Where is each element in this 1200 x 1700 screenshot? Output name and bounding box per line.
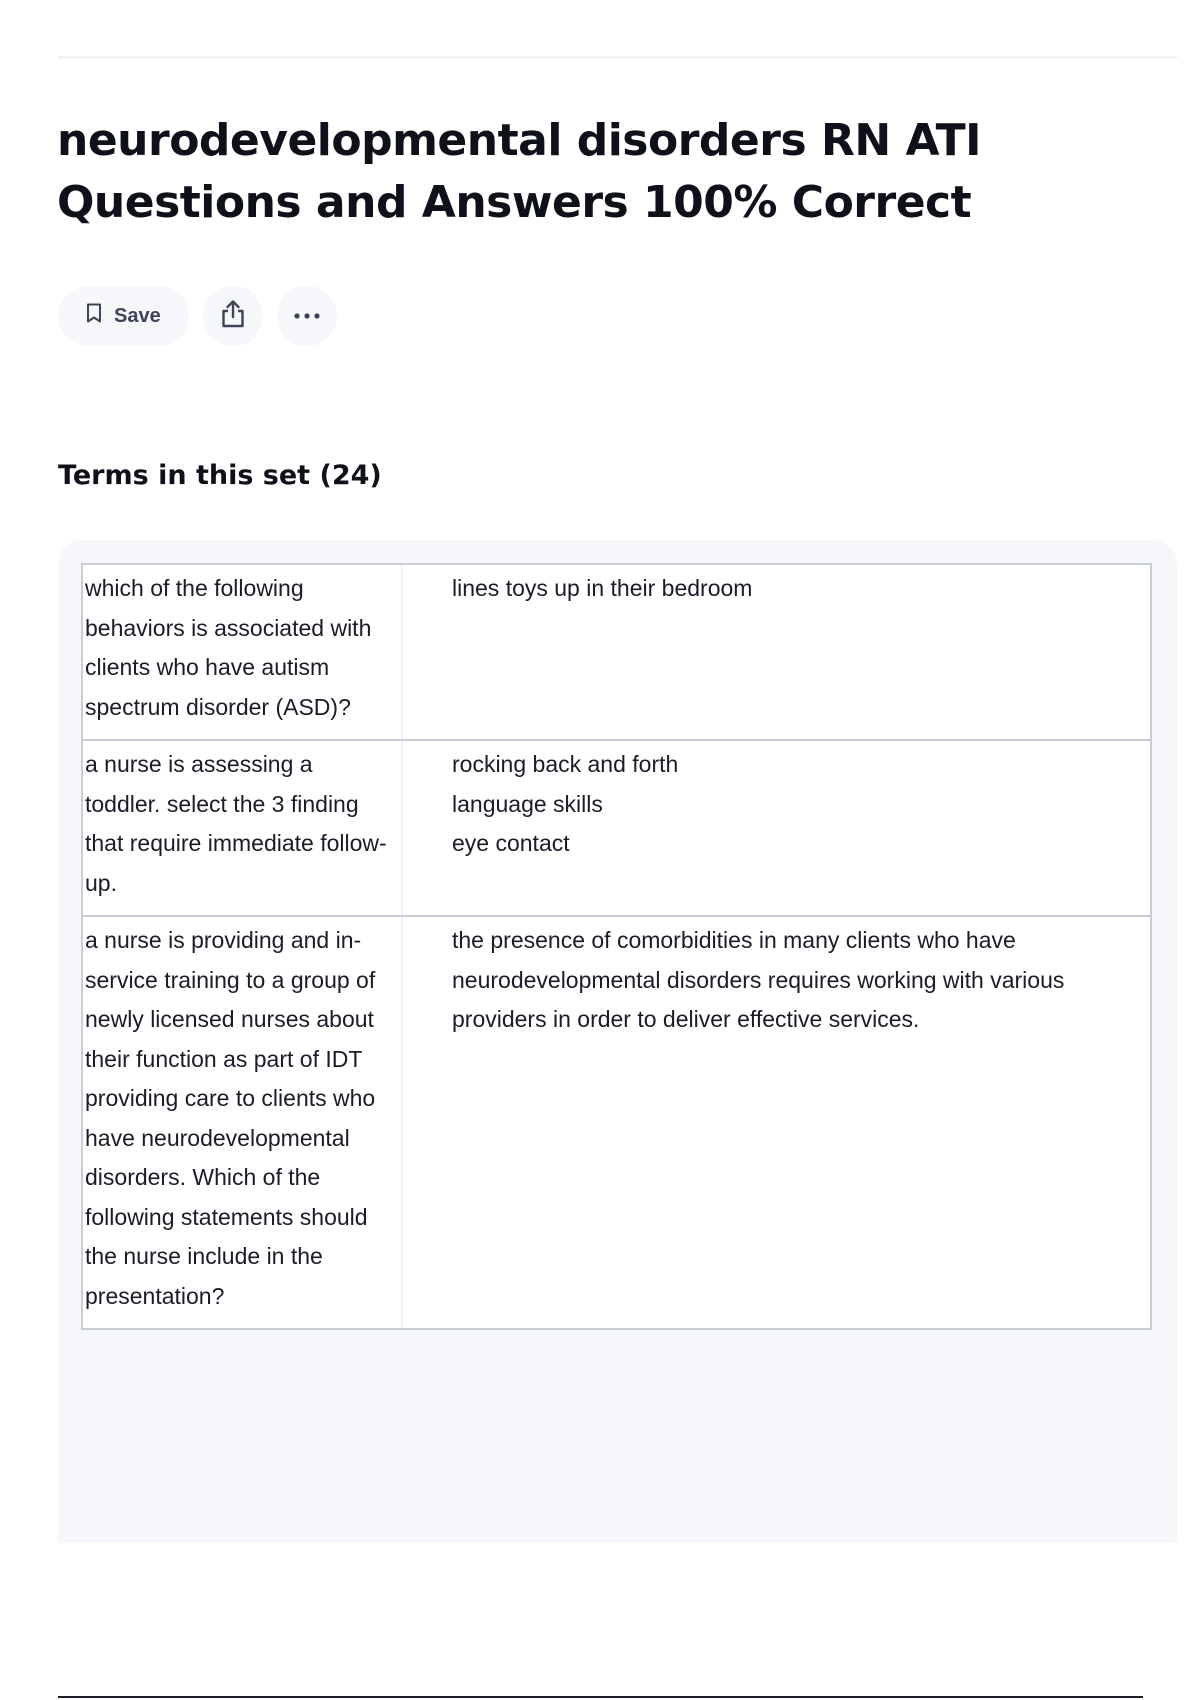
more-icon xyxy=(293,307,321,325)
save-button[interactable] xyxy=(58,286,189,346)
action-bar xyxy=(58,286,337,346)
table-row xyxy=(83,741,1150,917)
table-row xyxy=(83,917,1150,1328)
definition-cell xyxy=(403,565,1150,739)
share-icon xyxy=(219,299,247,334)
share-button[interactable] xyxy=(203,286,263,346)
page-title: neurodevelopmental disorders RN ATI Questions and Answers 100% Correct xyxy=(57,115,982,228)
definition-line: rocking back and forth xyxy=(452,751,679,777)
definition-line: eye contact xyxy=(452,830,570,856)
term-cell: a nurse is assessing a toddler. select the 3 finding that require immediate follow-up. xyxy=(83,741,403,915)
definition-line: the presence of comorbidities in many clients who have neurodevelopmental disorders requires working with various providers in order to deliver effective services. xyxy=(452,927,1065,1032)
save-button-label: Save xyxy=(114,304,161,327)
term-cell: which of the following behaviors is associated with clients who have autism spectrum disorder (ASD)? xyxy=(83,565,403,739)
term-cell: a nurse is providing and in-service training to a group of newly licensed nurses about their function as part of IDT providing care to clients who have neurodevelopmental disorders. Which of the following statements should the nurse include in the presentation? xyxy=(83,917,403,1328)
definition-line: language skills xyxy=(452,790,603,817)
terms-table xyxy=(81,563,1152,1330)
top-divider xyxy=(58,56,1177,59)
bottom-divider xyxy=(58,1696,1143,1698)
table-row xyxy=(83,565,1150,741)
terms-heading: Terms in this set (24) xyxy=(58,460,382,491)
more-button[interactable] xyxy=(277,286,337,346)
definition-cell xyxy=(403,741,1150,915)
definition-cell xyxy=(403,917,1150,1328)
bookmark-icon xyxy=(86,303,102,329)
definition-line: lines toys up in their bedroom xyxy=(452,575,753,601)
